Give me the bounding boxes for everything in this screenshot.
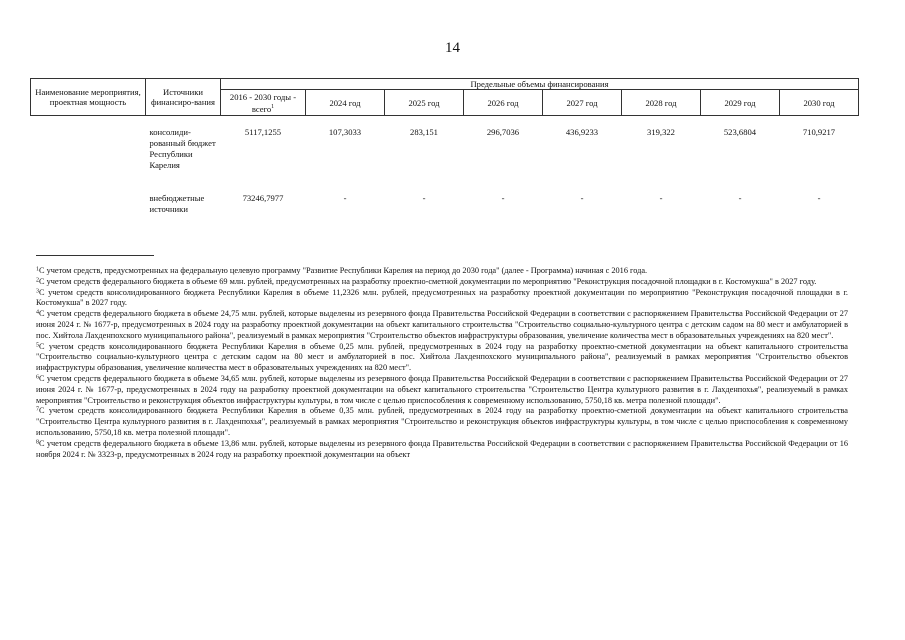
table-row	[31, 127, 859, 193]
page-number: 14	[445, 40, 460, 56]
footnotes	[36, 266, 848, 460]
row-name	[31, 193, 146, 217]
header-year: 2030 год	[780, 90, 859, 116]
footnote: $^5$С учетом средств консолидированного бюджета Республики Карелия в объеме 0,25 млн. рублей, предусмотренных в 2024 году на разработку проектно-сметной документации на объект капитального строительства "Строительство социально-культурного центра с детским садом на 80 мест и амбулаторией в пос. Хийтола Лахденпохского муниципального района", реализуемый в рамках мероприятия "Строительство объектов инфраструктуры образования, увеличение количества мест в образовательных учреждениях на 820 мест".	[36, 341, 848, 373]
financing-table	[30, 78, 859, 217]
row-value: 296,7036	[486, 126, 520, 137]
row-value: 436,9233	[565, 126, 599, 137]
footnote: $^7$С учетом средств консолидированного бюджета Республики Карелия в объеме 0,35 млн. рублей, предусмотренных в 2024 году на разработку проектно-сметной документации на объект капитального строительства "Строительство Центра культурного развития в г. Лахденпохья", реализуемый в рамках мероприятия "Строительство и реконструкция объектов инфраструктуры культуры, в том числе с целью приспособления к современному использованию, 5750,18 кв. метра полезной площади".	[36, 406, 848, 437]
row-value: 523,6804	[723, 126, 757, 137]
row-value: -	[580, 192, 584, 203]
row-value: 319,322	[647, 126, 675, 137]
header-financing-limits: Предельные объемы финансирования	[221, 79, 859, 90]
header-year: 2028 год	[622, 90, 701, 116]
row-value: 107,3033	[328, 126, 362, 137]
header-year: 2026 год	[464, 90, 543, 116]
row-value: 710,9217	[802, 126, 836, 137]
header-year: 2024 год	[306, 90, 385, 116]
row-value: -	[738, 192, 742, 203]
row-total: 73246,7977	[242, 192, 284, 203]
footnote: $^1$С учетом средств, предусмотренных на федеральную целевую программу "Развитие Республики Карелия на период до 2030 года" (далее - Программа) начиная с 2016 года.	[36, 266, 648, 275]
header-year: 2029 год	[701, 90, 780, 116]
header-source: Источники финансиро-вания	[146, 79, 221, 116]
footnote-divider	[36, 255, 154, 256]
header-name: Наименование мероприятия, проектная мощность	[31, 79, 146, 116]
row-value: 283,151	[410, 126, 438, 137]
footnote: $^3$С учетом средств консолидированного бюджета Республики Карелия в объеме 11,2326 млн. рублей, предусмотренных на разработку проектной документации по мероприятию "Реконструкция посадочной площадки в г. Костомукша" в 2027 году.	[36, 287, 848, 308]
row-value: -	[659, 192, 663, 203]
footnote: $^2$С учетом средств федерального бюджета в объеме 69 млн. рублей, предусмотренных на разработку проектно-сметной документации по мероприятию "Реконструкция посадочной площадки в г. Костомукша" в 2027 году.	[36, 276, 817, 286]
row-total: 5117,1255	[244, 126, 282, 137]
row-source: консолиди-рованный бюджет Республики Карелия	[149, 126, 216, 170]
row-source: внебюджетные источники	[149, 192, 205, 214]
footnote: $^6$С учетом средств федерального бюджета в объеме 34,65 млн. рублей, которые выделены из резервного фонда Правительства Российской Федерации в соответствии с распоряжением Правительства Российской Федерации от 27 июня 2024 г. № 1677-р, предусмотренных в 2024 году на разработку проектной документации на объект капитального строительства "Строительство Центра культурного развития в г. Лахденпохья", реализуемый в рамках мероприятия "Строительство и реконструкция объектов инфраструктуры культуры, в том числе с целью приспособления к современному использованию, 5750,18 кв. метра полезной площади".	[36, 373, 848, 405]
footnote: $^8$С учетом средств федерального бюджета в объеме 13,86 млн. рублей, которые выделены из резервного фонда Правительства Российской Федерации в соответствии с распоряжением Правительства Российской Федерации от 16 ноября 2024 г. № 3323-р, предусмотренных в 2024 году на разработку проектной документации на объект	[36, 438, 848, 459]
row-name	[31, 127, 146, 193]
header-year: 2027 год	[543, 90, 622, 116]
table-row	[31, 193, 859, 217]
row-value: -	[817, 192, 821, 203]
row-value: -	[343, 192, 347, 203]
header-total: 2016 - 2030 годы - всего$^1$	[221, 90, 306, 116]
header-year: 2025 год	[385, 90, 464, 116]
row-value: -	[501, 192, 505, 203]
row-value: -	[422, 192, 426, 203]
footnote: $^4$С учетом средств федерального бюджета в объеме 24,75 млн. рублей, которые выделены из резервного фонда Правительства Российской Федерации в соответствии с распоряжением Правительства Российской Федерации от 27 июня 2024 г. № 1677-р, предусмотренных в 2024 году на разработку проектной документации на объект капитального строительства "Строительство социально-культурного центра с детским садом на 80 мест и амбулаторией в пос. Хийтола Лахденпохского муниципального района", реализуемый в рамках мероприятия "Строительство объектов инфраструктуры образования, увеличение количества мест в образовательных учреждениях на 820 мест".	[36, 309, 848, 340]
